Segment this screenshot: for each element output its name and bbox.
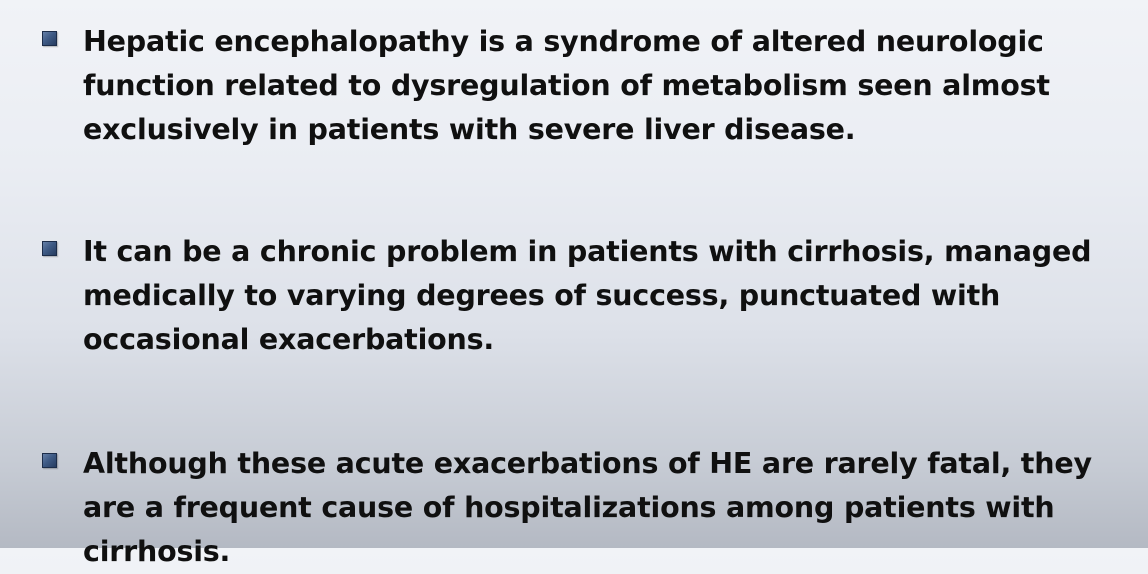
bullet-text-3: Although these acute exacerbations of HE are rarely fatal, they are a frequent cause of hospitalizations among patients with cirrhosis. — [83, 447, 1092, 568]
bullet-text-1: Hepatic encephalopathy is a syndrome of altered neurologic function related to dysregulation of metabolism seen almost exclusively in patients with severe liver disease. — [83, 25, 1050, 146]
bullet-item-2 — [42, 230, 1122, 362]
bullet-text-2: It can be a chronic problem in patients with cirrhosis, managed medically to varying degrees of success, punctuated with occasional exacerbations. — [83, 235, 1092, 356]
square-bullet-icon — [42, 31, 57, 46]
square-bullet-icon — [42, 241, 57, 256]
bullet-item-3 — [42, 442, 1122, 574]
square-bullet-icon — [42, 453, 57, 468]
bullet-item-1 — [42, 20, 1122, 152]
